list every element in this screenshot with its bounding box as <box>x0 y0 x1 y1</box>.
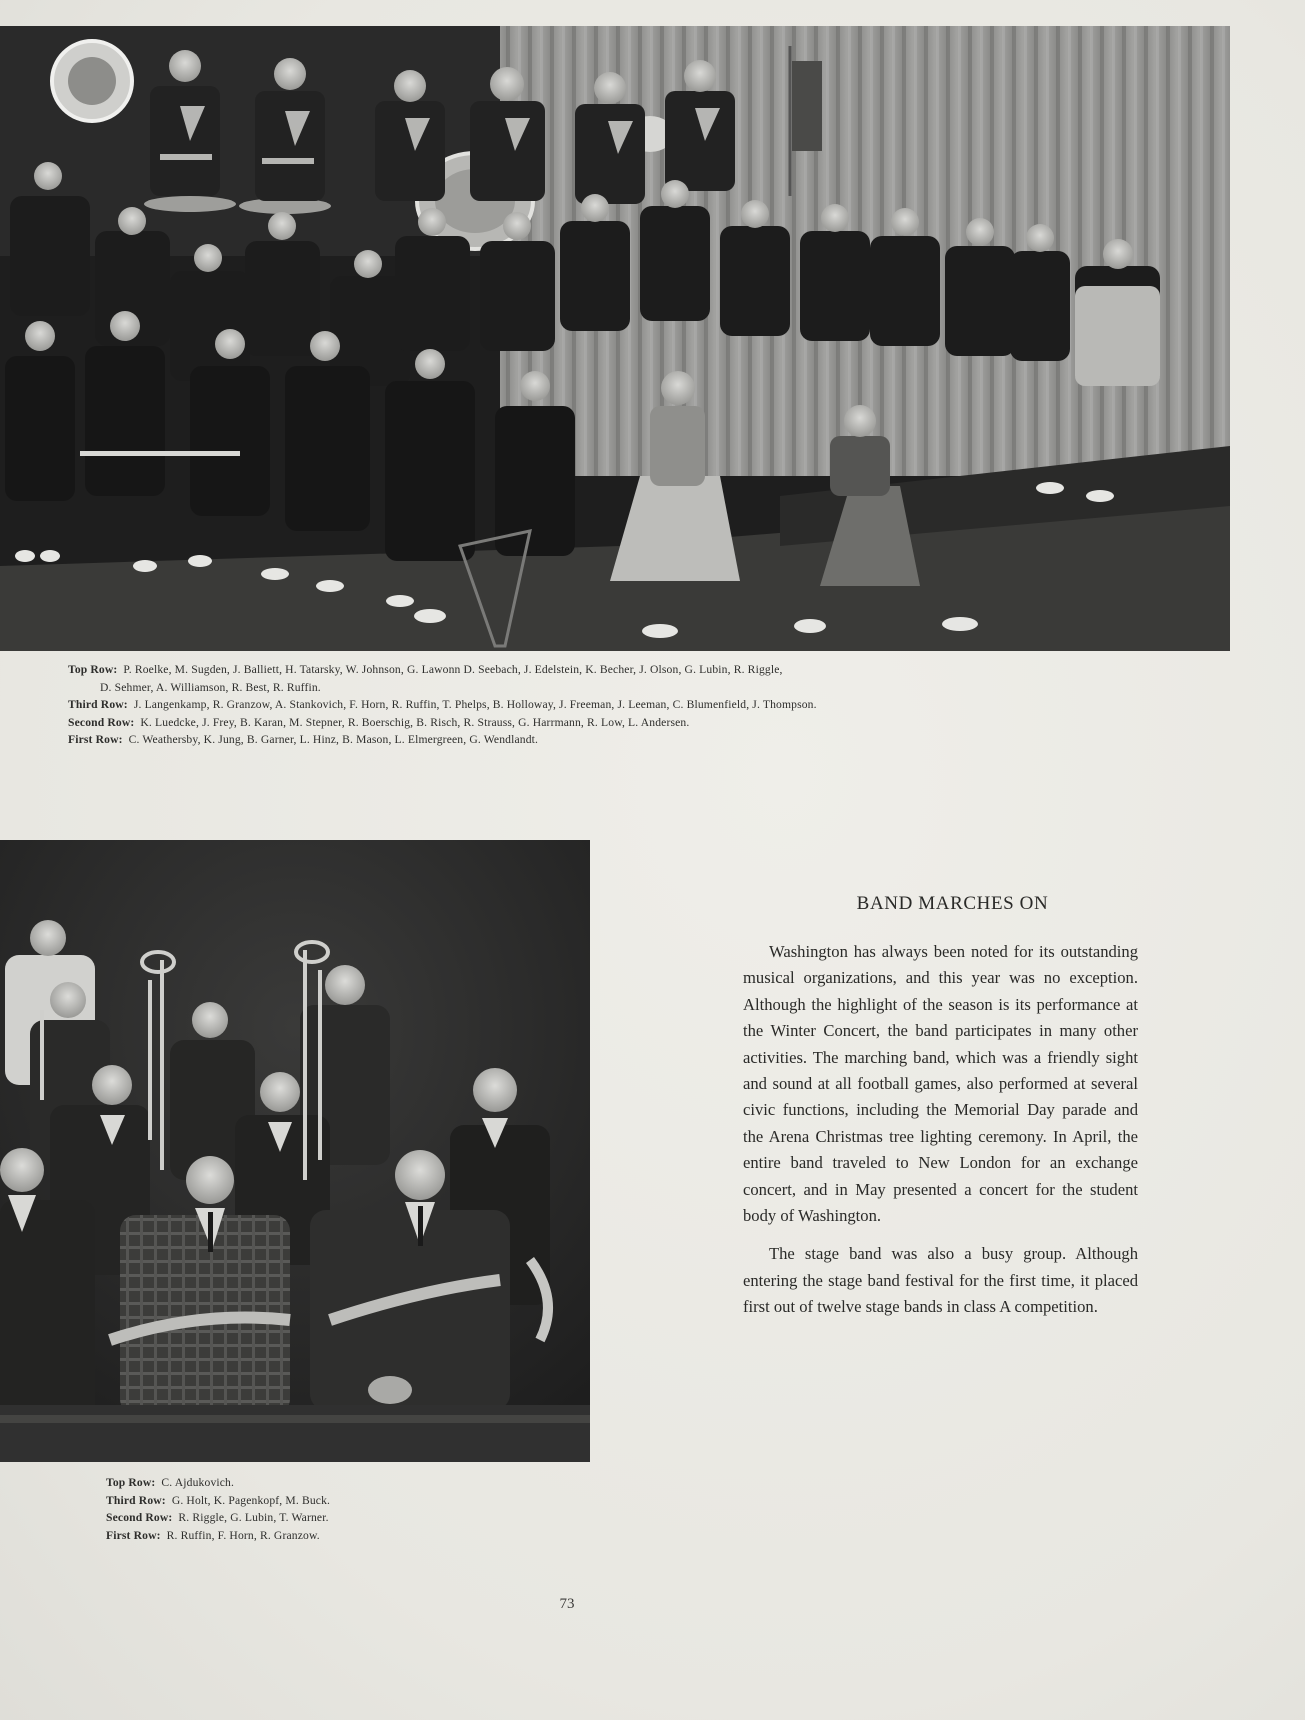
caption-row-names: C. Weathersby, K. Jung, B. Garner, L. Hinz, B. Mason, L. Elmergreen, G. Wendlandt. <box>128 733 539 746</box>
article <box>743 893 1138 1333</box>
caption-row-names: G. Holt, K. Pagenkopf, M. Buck. <box>171 1493 331 1507</box>
stage-band-photo-illustration <box>0 840 590 1462</box>
caption-row-label: Top Row: <box>68 663 118 676</box>
band-caption-third-row <box>68 696 1230 714</box>
caption-row-names: R. Ruffin, F. Horn, R. Granzow. <box>166 1528 320 1542</box>
stage-band-caption <box>106 1474 526 1544</box>
caption-row-names: R. Riggle, G. Lubin, T. Warner. <box>178 1511 329 1524</box>
caption-row-label: Second Row: <box>106 1511 173 1524</box>
stage-caption-first-row <box>106 1527 526 1545</box>
caption-row-label: Third Row: <box>68 698 128 711</box>
band-caption <box>68 661 1230 749</box>
stage-caption-third-row <box>106 1492 526 1510</box>
caption-row-label: Top Row: <box>106 1476 156 1489</box>
caption-row-continuation: D. Sehmer, A. Williamson, R. Best, R. Ruffin. <box>100 680 321 694</box>
band-photo <box>0 26 1230 651</box>
caption-row-names: C. Ajdukovich. <box>161 1476 235 1489</box>
caption-row-names: K. Luedcke, J. Frey, B. Karan, M. Stepner, R. Boerschig, B. Risch, R. Strauss, G. Harrmann, R. Low, L. Andersen. <box>140 715 690 729</box>
article-paragraph-1: Washington has always been noted for its outstanding musical organizations, and this year was no exception. Although the highlight of the season is its performance at the Winter Concert, the band participates in many other activities. The marching band, which was a friendly sight and sound at all football games, also performed at several civic functions, including the Memorial Day parade and the Arena Christmas tree lighting ceremony. In April, the entire band traveled to New London for an exchange concert, and in May presented a concert for the student body of Washington. <box>743 942 1138 1226</box>
stage-caption-second-row <box>106 1509 526 1527</box>
band-caption-second-row <box>68 714 1230 732</box>
band-photo-illustration <box>0 26 1230 651</box>
caption-row-names: J. Langenkamp, R. Granzow, A. Stankovich, F. Horn, R. Ruffin, T. Phelps, B. Holloway, J. Freeman, J. Leeman, C. Blumenfield, J. Thompson. <box>133 698 817 711</box>
band-caption-first-row <box>68 731 1230 749</box>
caption-row-label: Second Row: <box>68 715 135 729</box>
article-title: BAND MARCHES ON <box>856 893 1049 914</box>
band-caption-top-row <box>68 661 1230 696</box>
caption-row-label: First Row: <box>68 733 123 746</box>
caption-row-label: Third Row: <box>106 1493 166 1507</box>
page-number: 73 <box>559 1596 575 1612</box>
stage-band-photo <box>0 840 590 1462</box>
stage-caption-top-row <box>106 1474 526 1492</box>
caption-row-label: First Row: <box>106 1528 161 1542</box>
article-paragraph-2: The stage band was also a busy group. Although entering the stage band festival for the first time, it placed first out of twelve stage bands in class A competition. <box>743 1244 1138 1317</box>
caption-row-names: P. Roelke, M. Sugden, J. Balliett, H. Tatarsky, W. Johnson, G. Lawonn D. Seebach, J. Edelstein, K. Becher, J. Olson, G. Lubin, R. Riggle, <box>123 663 783 676</box>
